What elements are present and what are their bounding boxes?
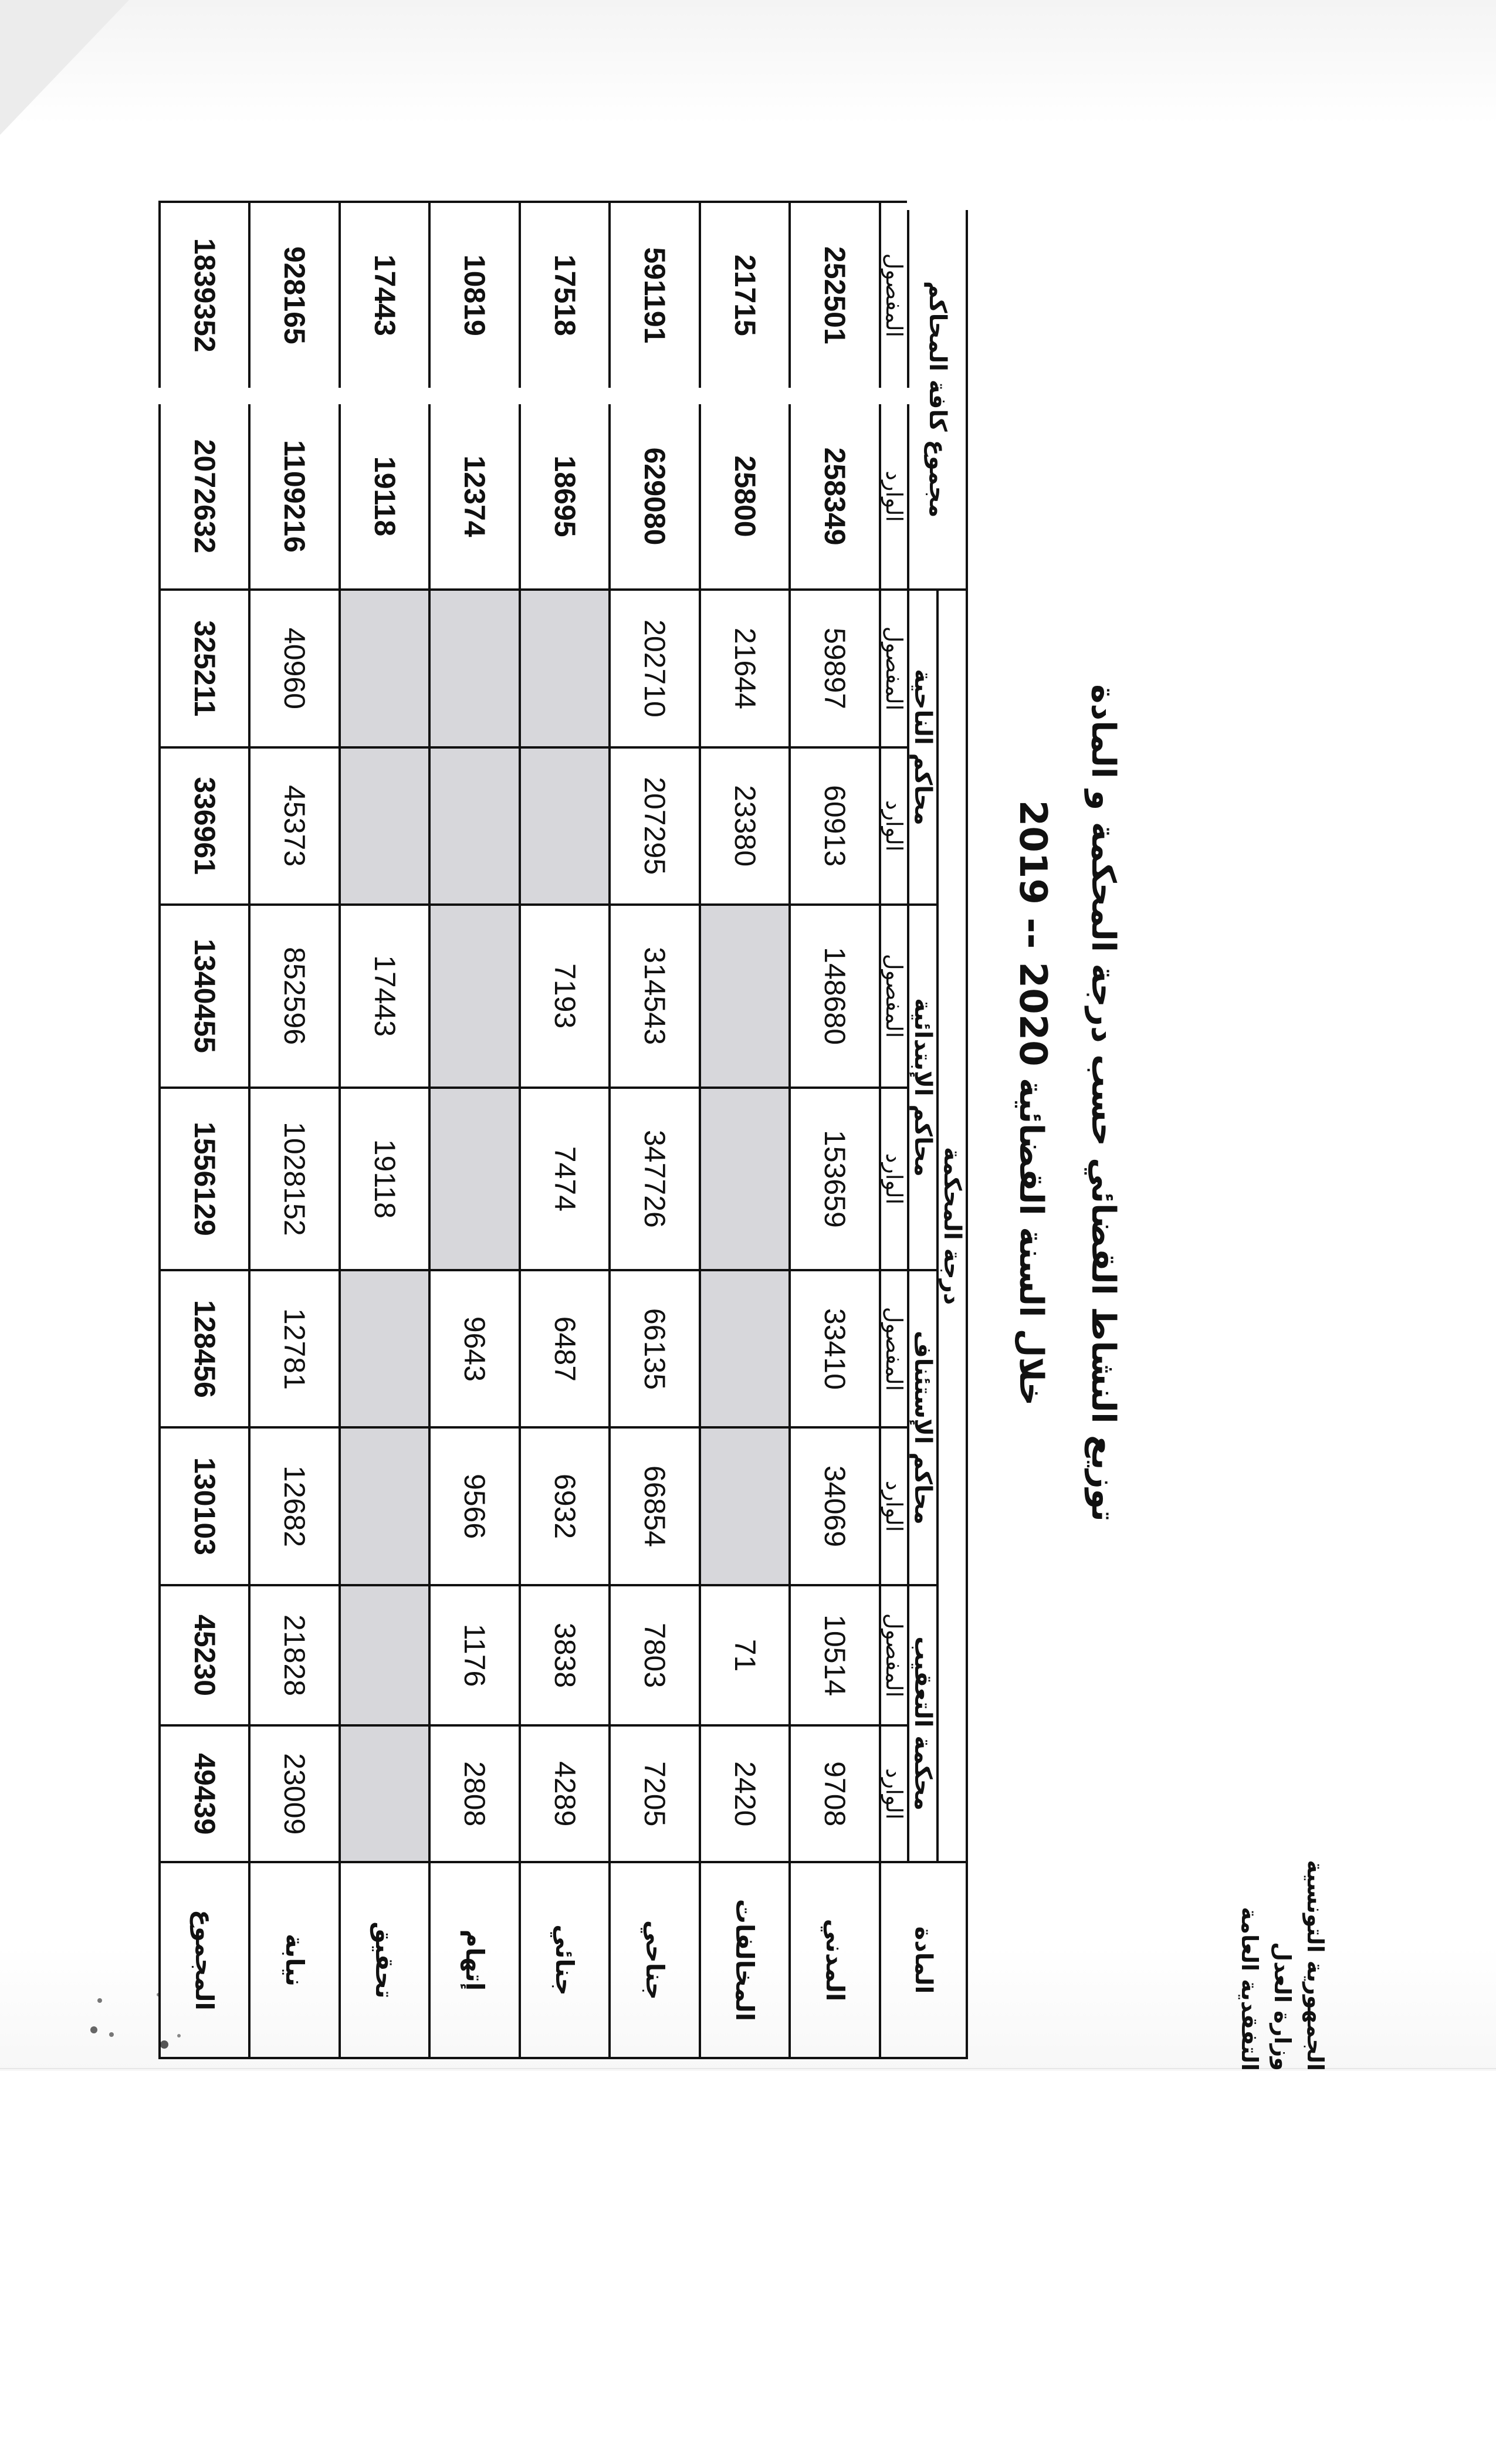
cell-total-decided: 17518 (520, 202, 610, 396)
row-subject: نيابة (250, 1862, 340, 2058)
cell-appeal-received: 6932 (520, 1427, 610, 1585)
cell-total-received: 19118 (340, 396, 430, 590)
cell-total-decided: 21715 (700, 202, 790, 396)
table-row (430, 202, 520, 2058)
cell-total-received: 629080 (610, 396, 700, 590)
cell-appeal-received: 66854 (610, 1427, 700, 1585)
total-cassation-decided: 45230 (160, 1585, 250, 1726)
header-court-degree: درجة المحكمة (937, 590, 967, 1862)
cell-first-received (430, 1088, 520, 1271)
col-received: الوارد (880, 396, 908, 590)
cell-total-decided: 252501 (790, 202, 881, 396)
cell-district-received: 23380 (700, 747, 790, 905)
cell-district-received: 207295 (610, 747, 700, 905)
cell-cassation-received (340, 1725, 430, 1862)
cell-total-decided: 17443 (340, 202, 430, 396)
cell-district-received (430, 747, 520, 905)
cell-cassation-decided: 10514 (790, 1585, 881, 1726)
cell-first-decided: 17443 (340, 905, 430, 1088)
grand-total-decided: 1839352 (160, 202, 250, 396)
header-court-first-instance: محاكم الإبتدائية (908, 905, 937, 1271)
cell-first-received: 153659 (790, 1088, 881, 1271)
header-total-all: مجموع كافة المحاكم (908, 202, 967, 590)
cell-first-received: 19118 (340, 1088, 430, 1271)
header-court-cassation: محكمة التعقيب (908, 1585, 937, 1862)
row-subject: المخالفات (700, 1862, 790, 2058)
table-row (250, 202, 340, 2058)
row-subject: المدني (790, 1862, 881, 2058)
cell-appeal-decided: 12781 (250, 1270, 340, 1427)
header-subject: المادة (880, 1862, 967, 2058)
cell-cassation-received: 4289 (520, 1725, 610, 1862)
cell-total-received: 1109216 (250, 396, 340, 590)
cell-appeal-decided: 9643 (430, 1270, 520, 1427)
total-district-decided: 325211 (160, 590, 250, 747)
cell-appeal-decided: 6487 (520, 1270, 610, 1427)
cell-first-decided: 148680 (790, 905, 881, 1088)
cell-cassation-decided (340, 1585, 430, 1726)
header-line-inspection: التفقدية العامة (1237, 1907, 1263, 2071)
table-row (610, 202, 700, 2058)
cell-appeal-decided: 66135 (610, 1270, 700, 1427)
cell-total-received: 18695 (520, 396, 610, 590)
header-line-ministry: وزارة العدل (1270, 1942, 1295, 2071)
title-line-2 (996, 135, 1068, 2071)
header-court-appeal: محاكم الإستئناف (908, 1270, 937, 1585)
cell-appeal-received (340, 1427, 430, 1585)
cell-cassation-received: 2420 (700, 1725, 790, 1862)
title-line-1: توزيع النشاط القضائي حسب درجة المحكمة و المادة (1084, 684, 1122, 1522)
ministry-header (1233, 1742, 1332, 2071)
cell-total-decided: 10819 (430, 202, 520, 396)
total-row (160, 202, 250, 2058)
table-row (340, 202, 430, 2058)
cell-district-received: 60913 (790, 747, 881, 905)
cell-cassation-decided: 1176 (430, 1585, 520, 1726)
total-first-decided: 1340455 (160, 905, 250, 1088)
header-row-1 (937, 202, 967, 2058)
cell-appeal-decided (700, 1270, 790, 1427)
cell-first-received: 347726 (610, 1088, 700, 1271)
title-year-label: خلال السنة القضائية (1012, 1078, 1050, 1406)
col-decided: المفصول (880, 1270, 908, 1427)
cell-cassation-decided: 71 (700, 1585, 790, 1726)
cell-first-decided (700, 905, 790, 1088)
col-decided: المفصول (880, 202, 908, 396)
page-fold (0, 0, 129, 135)
cell-cassation-received: 2808 (430, 1725, 520, 1862)
cell-cassation-decided: 21828 (250, 1585, 340, 1726)
cell-cassation-received: 9708 (790, 1725, 881, 1862)
cell-appeal-received (700, 1427, 790, 1585)
table-row (520, 202, 610, 2058)
col-decided: المفصول (880, 905, 908, 1088)
cell-total-received: 25800 (700, 396, 790, 590)
col-decided: المفصول (880, 590, 908, 747)
col-received: الوارد (880, 747, 908, 905)
table-row (700, 202, 790, 2058)
total-first-received: 1556129 (160, 1088, 250, 1271)
activity-table (158, 194, 968, 2059)
cell-cassation-decided: 3838 (520, 1585, 610, 1726)
rotated-page (158, 135, 1332, 2071)
cell-total-received: 258349 (790, 396, 881, 590)
total-appeal-decided: 128456 (160, 1270, 250, 1427)
cell-first-received: 7474 (520, 1088, 610, 1271)
total-label: المجموع (160, 1862, 250, 2058)
cell-appeal-decided (340, 1270, 430, 1427)
row-subject: تحقيق (340, 1862, 430, 2058)
cell-district-decided: 40960 (250, 590, 340, 747)
cell-total-received: 12374 (430, 396, 520, 590)
title-years: 2019 -- 2020 (1011, 800, 1054, 1067)
cell-first-received (700, 1088, 790, 1271)
cell-district-decided (520, 590, 610, 747)
col-received: الوارد (880, 1427, 908, 1585)
cell-first-decided: 314543 (610, 905, 700, 1088)
cell-total-decided: 591191 (610, 202, 700, 396)
col-decided: المفصول (880, 1585, 908, 1726)
cell-cassation-received: 23009 (250, 1725, 340, 1862)
cell-first-received: 1028152 (250, 1088, 340, 1271)
row-subject: جناحي (610, 1862, 700, 2058)
cell-appeal-received: 12682 (250, 1427, 340, 1585)
cell-appeal-received: 9566 (430, 1427, 520, 1585)
cell-district-decided: 202710 (610, 590, 700, 747)
col-received: الوارد (880, 1725, 908, 1862)
cell-appeal-received: 34069 (790, 1427, 881, 1585)
cell-district-received (340, 747, 430, 905)
cell-appeal-decided: 33410 (790, 1270, 881, 1427)
header-row-3 (880, 202, 908, 2058)
grand-total-received: 2072632 (160, 396, 250, 590)
cell-cassation-received: 7205 (610, 1725, 700, 1862)
cell-cassation-decided: 7803 (610, 1585, 700, 1726)
cell-district-decided (430, 590, 520, 747)
row-subject: جنائي (520, 1862, 610, 2058)
cell-district-received (520, 747, 610, 905)
col-received: الوارد (880, 1088, 908, 1271)
total-appeal-received: 130103 (160, 1427, 250, 1585)
cell-total-decided: 928165 (250, 202, 340, 396)
document-title (996, 135, 1138, 2071)
total-cassation-received: 49439 (160, 1725, 250, 1862)
cell-first-decided: 852596 (250, 905, 340, 1088)
total-district-received: 336961 (160, 747, 250, 905)
cell-district-decided (340, 590, 430, 747)
header-line-republic: الجمهورية التونسية (1302, 1860, 1328, 2071)
cell-first-decided: 7193 (520, 905, 610, 1088)
cell-district-decided: 21644 (700, 590, 790, 747)
cell-first-decided (430, 905, 520, 1088)
cell-district-decided: 59897 (790, 590, 881, 747)
row-subject: إتهام (430, 1862, 520, 2058)
header-court-district: محاكم الناحية (908, 590, 937, 904)
cell-district-received: 45373 (250, 747, 340, 905)
table-row (790, 202, 881, 2058)
